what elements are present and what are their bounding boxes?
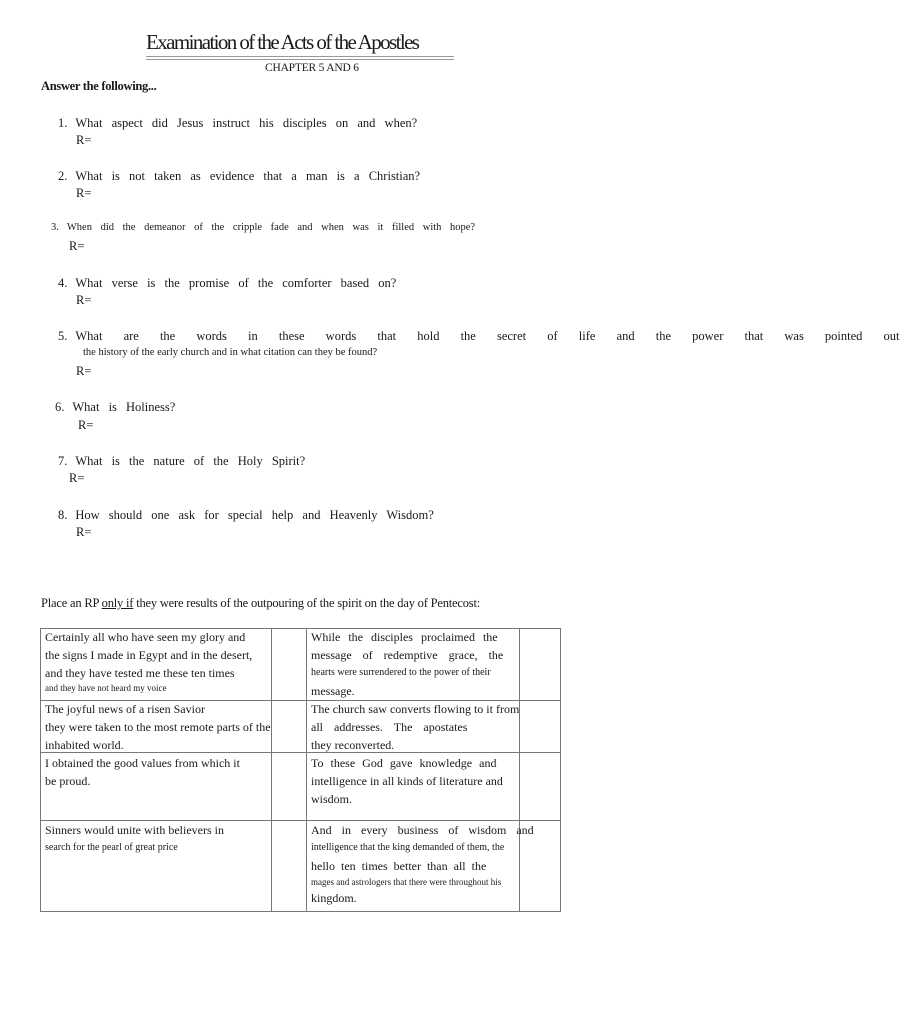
cell-line-small: hearts were surrendered to the power of their	[311, 667, 491, 678]
cell-line-small: and they have not heard my voice	[45, 683, 167, 693]
question-text: What is not taken as evidence that a man is a Christian?	[75, 169, 421, 183]
table-cell-r1-left	[45, 628, 285, 694]
table-cell-r4-left	[45, 821, 265, 857]
answer-2: R=	[76, 186, 92, 200]
answer-5: R=	[76, 364, 92, 378]
cell-line: hello ten times better than all the	[311, 859, 487, 873]
table-cell-r2-left	[45, 700, 285, 754]
cell-line: Certainly all who have seen my glory and	[45, 630, 246, 644]
table-cell-r1-right	[311, 628, 519, 700]
question-number: 7.	[58, 454, 68, 468]
cell-line: all addresses. The apostates	[311, 720, 468, 734]
page-title: Examination of the Acts of the Apostles	[146, 30, 419, 54]
question-text: What is Holiness?	[72, 400, 176, 414]
cell-line-medium: search for the pearl of great price	[45, 842, 178, 853]
cell-line: kingdom.	[311, 891, 357, 905]
cell-line: While the disciples proclaimed the	[311, 630, 498, 644]
cell-line: be proud.	[45, 774, 91, 788]
instructions-heading: Answer the following...	[41, 79, 157, 93]
question-number: 2.	[58, 169, 68, 183]
cell-line-small: intelligence that the king demanded of them, the	[311, 842, 505, 853]
cell-line: Sinners would unite with believers in	[45, 823, 224, 837]
cell-line: message.	[311, 684, 355, 698]
cell-line: inhabited world.	[45, 738, 124, 752]
cell-line: To these God gave knowledge and	[311, 756, 497, 770]
answer-7: R=	[69, 471, 85, 485]
rp-prefix: Place an RP	[41, 596, 102, 610]
chapter-subtitle: CHAPTER 5 AND 6	[265, 62, 359, 74]
question-number: 3.	[51, 222, 59, 233]
question-text: What are the words in these words that hold the secret of life and the power that was pointed out	[75, 329, 900, 343]
answer-8: R=	[76, 525, 92, 539]
table-cell-r2-right	[311, 700, 541, 754]
answer-1: R=	[76, 133, 92, 147]
table-cell-r4-right	[311, 821, 536, 907]
cell-line: the signs I made in Egypt and in the desert,	[45, 648, 253, 662]
cell-line: they were taken to the most remote parts of the	[45, 720, 271, 734]
cell-line: they reconverted.	[311, 738, 395, 752]
cell-line-small: mages and astrologers that there were throughout his	[311, 877, 502, 887]
answer-4: R=	[76, 293, 92, 307]
cell-line: message of redemptive grace, the	[311, 648, 504, 662]
cell-line: and they have tested me these ten times	[45, 666, 235, 680]
question-text: What aspect did Jesus instruct his disciples on and when?	[75, 116, 418, 130]
table-cell-r3-left	[45, 754, 265, 790]
question-number: 1.	[58, 116, 68, 130]
cell-line: And in every business of wisdom and	[311, 823, 534, 837]
cell-line: wisdom.	[311, 792, 353, 806]
answer-3: R=	[69, 239, 85, 253]
question-text: What verse is the promise of the comforter based on?	[75, 276, 397, 290]
question-number: 6.	[55, 400, 65, 414]
cell-line: The church saw converts flowing to it from	[311, 702, 520, 716]
question-number: 5.	[58, 329, 68, 343]
question-text: How should one ask for special help and Heavenly Wisdom?	[75, 508, 434, 522]
table-cell-r3-right	[311, 754, 519, 808]
cell-line: The joyful news of a risen Savior	[45, 702, 205, 716]
rp-suffix: they were results of the outpouring of the spirit on the day of Pentecost:	[133, 596, 480, 610]
question-5-continuation: the history of the early church and in what citation can they be found?	[83, 347, 378, 358]
question-text: What is the nature of the Holy Spirit?	[75, 454, 306, 468]
cell-line: I obtained the good values from which it	[45, 756, 240, 770]
answer-6: R=	[78, 418, 94, 432]
question-number: 8.	[58, 508, 68, 522]
question-text: When did the demeanor of the cripple fade and when was it filled with hope?	[66, 222, 476, 233]
cell-line: intelligence in all kinds of literature and	[311, 774, 503, 788]
rp-emphasis: only if	[101, 596, 134, 610]
question-number: 4.	[58, 276, 68, 290]
